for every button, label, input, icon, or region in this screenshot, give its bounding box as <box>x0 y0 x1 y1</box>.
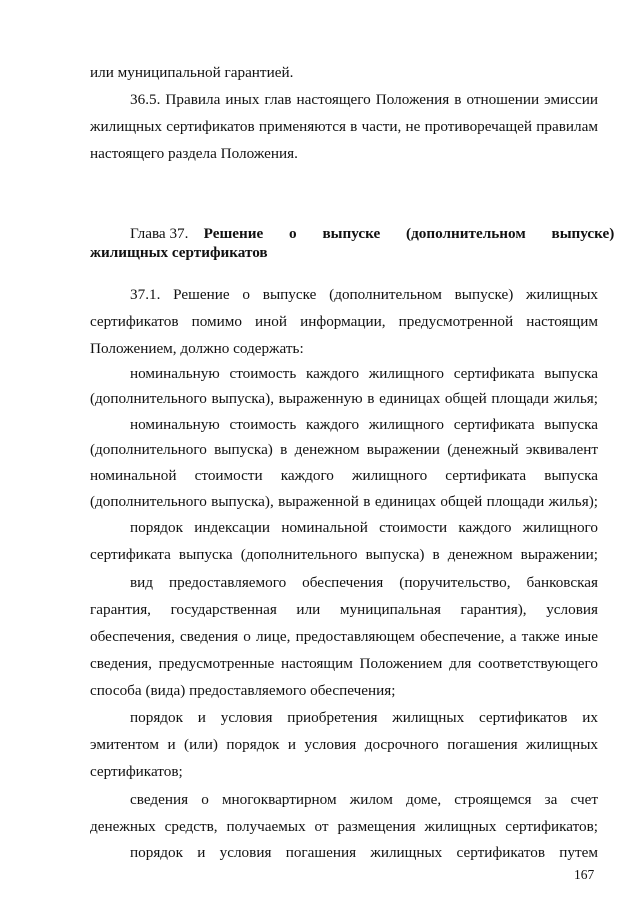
text-line: номинальную стоимость каждого жилищного сертификата выпуска <box>130 365 598 382</box>
text-line: сведения о многоквартирном жилом доме, строящемся за счет <box>130 791 598 808</box>
chapter-number: Глава 37. <box>130 225 189 242</box>
text-line: сертификата выпуска (дополнительного выпуска) в денежном выражении; <box>90 546 598 563</box>
page-number: 167 <box>574 867 595 882</box>
text-line: 36.5. Правила иных глав настоящего Положения в отношении эмиссии <box>130 91 598 108</box>
text-line: гарантия, государственная или муниципальная гарантия), условия <box>90 601 598 618</box>
text-line: обеспечения, сведения о лице, предоставляющем обеспечение, а также иные <box>90 628 598 645</box>
text-line: или муниципальной гарантией. <box>90 64 294 81</box>
text-line: сертификатов; <box>90 763 183 780</box>
text-line: порядок и условия приобретения жилищных сертификатов их <box>130 709 598 726</box>
text-line: жилищных сертификатов применяются в части, не противоречащей правилам <box>90 118 598 135</box>
chapter-heading <box>90 224 615 263</box>
chapter-title: Решение о выпуске (дополнительном выпуске) <box>203 225 615 242</box>
text-line: (дополнительного выпуска), выраженную в единицах общей площади жилья; <box>90 390 598 407</box>
text-line: эмитентом и (или) порядок и условия досрочного погашения жилищных <box>90 736 598 753</box>
text-line: сведения, предусмотренные настоящим Положением для соответствующего <box>90 655 598 672</box>
text-line: денежных средств, получаемых от размещения жилищных сертификатов; <box>90 818 598 835</box>
text-line: Положением, должно содержать: <box>90 340 304 357</box>
text-line: настоящего раздела Положения. <box>90 145 298 162</box>
text-line: номинальную стоимость каждого жилищного сертификата выпуска <box>130 416 598 433</box>
text-line: (дополнительного выпуска) в денежном выражении (денежный эквивалент <box>90 441 598 458</box>
text-line: (дополнительного выпуска), выраженной в единицах общей площади жилья); <box>90 493 598 510</box>
text-line: вид предоставляемого обеспечения (поручительство, банковская <box>130 574 598 591</box>
text-line: порядок и условия погашения жилищных сертификатов путем <box>130 844 598 861</box>
chapter-title-line-2: жилищных сертификатов <box>90 244 268 261</box>
text-line: сертификатов помимо иной информации, предусмотренной настоящим <box>90 313 598 330</box>
text-line: 37.1. Решение о выпуске (дополнительном выпуске) жилищных <box>130 286 598 303</box>
text-line: порядок индексации номинальной стоимости каждого жилищного <box>130 519 598 536</box>
text-line: номинальной стоимости каждого жилищного сертификата выпуска <box>90 467 598 484</box>
text-line: способа (вида) предоставляемого обеспечения; <box>90 682 396 699</box>
chapter-heading-line-1 <box>90 224 615 244</box>
